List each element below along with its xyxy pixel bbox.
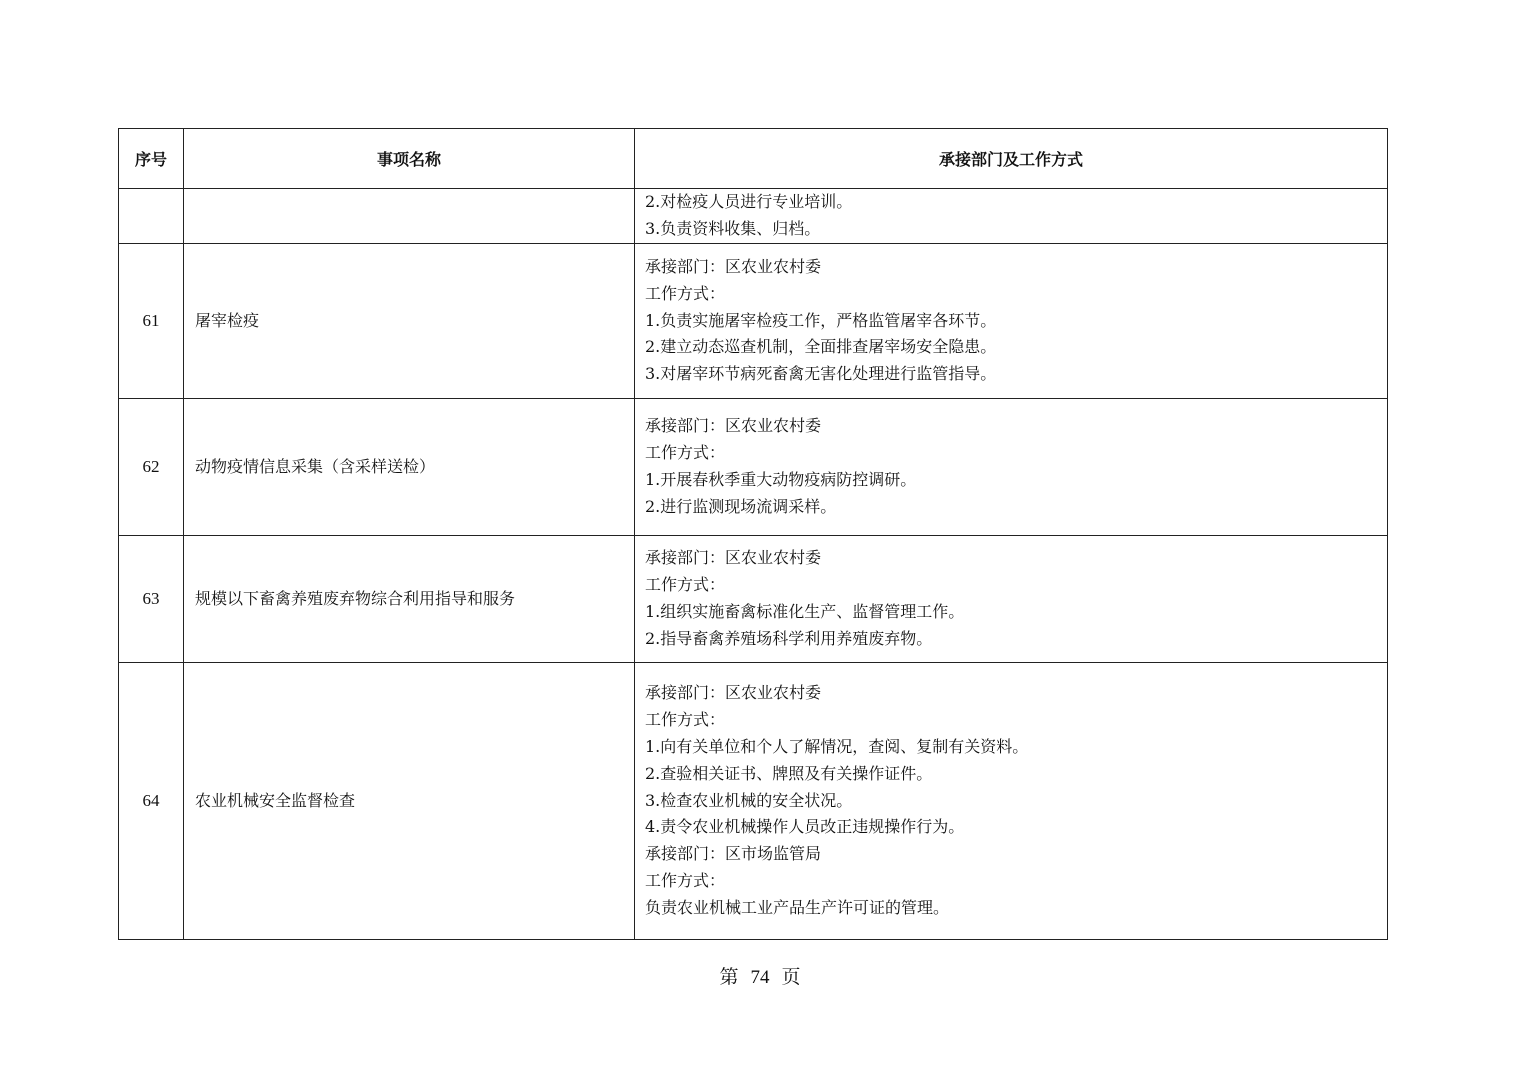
dept-line: 2.对检疫人员进行专业培训。 xyxy=(645,192,853,212)
table-row xyxy=(119,244,1388,399)
dept-line: 工作方式： xyxy=(645,575,726,595)
row-dept xyxy=(635,536,1388,663)
dept-line: 2.建立动态巡查机制，全面排查屠宰场安全隐患。 xyxy=(645,337,997,357)
dept-line: 1.向有关单位和个人了解情况，查阅、复制有关资料。 xyxy=(645,737,1029,756)
dept-line: 承接部门：区农业农村委 xyxy=(645,548,822,568)
dept-line: 2.查验相关证书、牌照及有关操作证件。 xyxy=(645,763,933,783)
row-dept xyxy=(635,399,1388,536)
dept-line: 3.对屠宰环节病死畜禽无害化处理进行监管指导。 xyxy=(645,364,997,384)
header-dept: 承接部门及工作方式 xyxy=(635,129,1388,189)
row-name: 屠宰检疫 xyxy=(184,244,635,399)
page-number: 74 xyxy=(750,967,770,988)
dept-line: 1.负责实施屠宰检疫工作，严格监管屠宰各环节。 xyxy=(645,310,997,330)
dept-line: 承接部门：区农业农村委 xyxy=(645,257,822,276)
row-name xyxy=(184,189,635,244)
table-row xyxy=(119,663,1388,940)
row-no: 62 xyxy=(119,399,184,536)
row-no: 61 xyxy=(119,244,184,399)
row-name: 规模以下畜禽养殖废弃物综合利用指导和服务 xyxy=(184,536,635,663)
dept-line: 2.进行监测现场流调采样。 xyxy=(645,496,837,516)
page-prefix: 第 xyxy=(719,967,739,988)
dept-line: 1.开展春秋季重大动物疫病防控调研。 xyxy=(645,470,917,489)
row-dept xyxy=(635,189,1388,244)
row-no: 64 xyxy=(119,663,184,940)
row-dept xyxy=(635,663,1388,940)
header-name: 事项名称 xyxy=(184,129,635,189)
items-table xyxy=(118,128,1388,940)
table-row xyxy=(119,399,1388,536)
dept-line: 工作方式： xyxy=(645,710,726,730)
row-no: 63 xyxy=(119,536,184,663)
table-header-row xyxy=(119,129,1388,189)
row-dept xyxy=(635,244,1388,399)
dept-line: 承接部门：区农业农村委 xyxy=(645,416,822,436)
dept-line: 工作方式： xyxy=(645,443,726,463)
page-footer xyxy=(0,962,1520,989)
row-name: 农业机械安全监督检查 xyxy=(184,663,635,940)
dept-line: 工作方式： xyxy=(645,870,726,890)
dept-line: 3.检查农业机械的安全状况。 xyxy=(645,790,853,810)
table-row xyxy=(119,189,1388,244)
dept-line: 负责农业机械工业产品生产许可证的管理。 xyxy=(645,897,950,917)
table-row xyxy=(119,536,1388,663)
dept-line: 4.责令农业机械操作人员改正违规操作行为。 xyxy=(645,817,965,837)
row-no xyxy=(119,189,184,244)
dept-line: 承接部门：区市场监管局 xyxy=(645,844,822,864)
page-suffix: 页 xyxy=(781,967,801,988)
dept-line: 2.指导畜禽养殖场科学利用养殖废弃物。 xyxy=(645,628,933,648)
row-name: 动物疫情信息采集（含采样送检） xyxy=(184,399,635,536)
dept-line: 1.组织实施畜禽标准化生产、监督管理工作。 xyxy=(645,602,965,621)
header-no: 序号 xyxy=(119,129,184,189)
dept-line: 承接部门：区农业农村委 xyxy=(645,683,822,703)
dept-line: 工作方式： xyxy=(645,283,726,303)
dept-line: 3.负责资料收集、归档。 xyxy=(645,219,821,238)
